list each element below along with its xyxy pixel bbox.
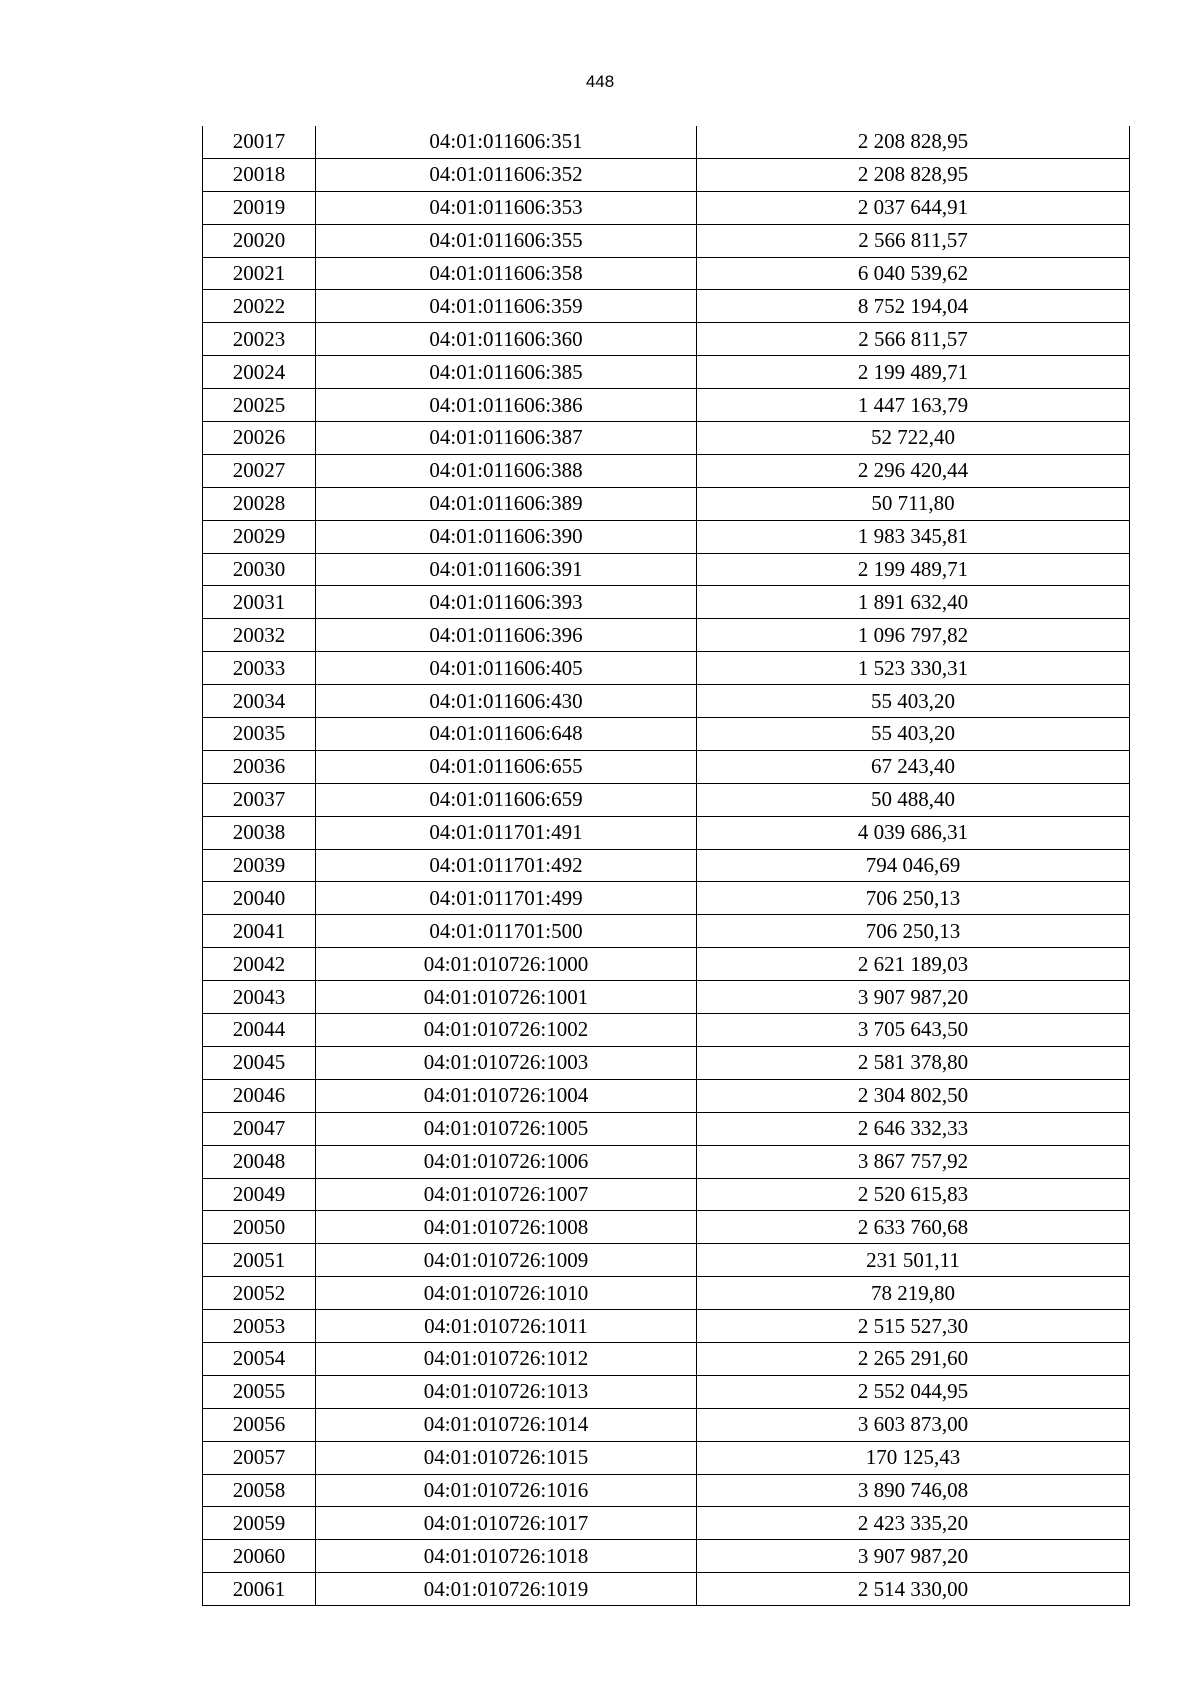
row-number-cell: 20047 (203, 1112, 316, 1145)
cadastral-value-cell: 2 633 760,68 (697, 1211, 1130, 1244)
cadastral-number-cell: 04:01:010726:1015 (316, 1441, 697, 1474)
row-number-cell: 20029 (203, 520, 316, 553)
cadastral-value-cell: 52 722,40 (697, 422, 1130, 455)
cadastral-value-cell: 2 514 330,00 (697, 1573, 1130, 1606)
row-number-cell: 20019 (203, 191, 316, 224)
row-number-cell: 20032 (203, 619, 316, 652)
table-row (203, 224, 1130, 257)
cadastral-value-cell: 2 646 332,33 (697, 1112, 1130, 1145)
cadastral-value-cell: 50 488,40 (697, 783, 1130, 816)
table-row (203, 849, 1130, 882)
cadastral-value-cell: 1 983 345,81 (697, 520, 1130, 553)
cadastral-number-cell: 04:01:010726:1008 (316, 1211, 697, 1244)
table-row (203, 1277, 1130, 1310)
cadastral-number-cell: 04:01:010726:1005 (316, 1112, 697, 1145)
table-row (203, 1342, 1130, 1375)
cadastral-number-cell: 04:01:011606:405 (316, 652, 697, 685)
table-row (203, 652, 1130, 685)
row-number-cell: 20060 (203, 1540, 316, 1573)
cadastral-number-cell: 04:01:010726:1004 (316, 1079, 697, 1112)
row-number-cell: 20034 (203, 685, 316, 718)
row-number-cell: 20018 (203, 158, 316, 191)
cadastral-number-cell: 04:01:011606:389 (316, 487, 697, 520)
row-number-cell: 20041 (203, 915, 316, 948)
row-number-cell: 20037 (203, 783, 316, 816)
cadastral-value-cell: 2 566 811,57 (697, 224, 1130, 257)
row-number-cell: 20030 (203, 553, 316, 586)
table-row (203, 454, 1130, 487)
cadastral-number-cell: 04:01:011606:359 (316, 290, 697, 323)
row-number-cell: 20024 (203, 356, 316, 389)
row-number-cell: 20057 (203, 1441, 316, 1474)
table-row (203, 750, 1130, 783)
cadastral-value-cell: 2 552 044,95 (697, 1375, 1130, 1408)
cadastral-value-cell: 2 304 802,50 (697, 1079, 1130, 1112)
table-row (203, 1507, 1130, 1540)
cadastral-value-cell: 3 907 987,20 (697, 1540, 1130, 1573)
cadastral-value-cell: 1 891 632,40 (697, 586, 1130, 619)
cadastral-value-cell: 706 250,13 (697, 915, 1130, 948)
table-row (203, 323, 1130, 356)
row-number-cell: 20033 (203, 652, 316, 685)
cadastral-value-cell: 50 711,80 (697, 487, 1130, 520)
table-row (203, 1079, 1130, 1112)
cadastral-number-cell: 04:01:011606:655 (316, 750, 697, 783)
table-row (203, 718, 1130, 751)
cadastral-value-cell: 6 040 539,62 (697, 257, 1130, 290)
cadastral-value-cell: 3 907 987,20 (697, 981, 1130, 1014)
table-row (203, 487, 1130, 520)
row-number-cell: 20038 (203, 816, 316, 849)
cadastral-number-cell: 04:01:011606:388 (316, 454, 697, 487)
cadastral-number-cell: 04:01:010726:1000 (316, 948, 697, 981)
cadastral-value-cell: 1 096 797,82 (697, 619, 1130, 652)
cadastral-value-cell: 2 621 189,03 (697, 948, 1130, 981)
cadastral-value-cell: 78 219,80 (697, 1277, 1130, 1310)
page-number: 448 (585, 72, 615, 91)
table-row (203, 126, 1130, 158)
cadastral-value-cell: 2 199 489,71 (697, 553, 1130, 586)
row-number-cell: 20061 (203, 1573, 316, 1606)
cadastral-value-cell: 8 752 194,04 (697, 290, 1130, 323)
row-number-cell: 20046 (203, 1079, 316, 1112)
cadastral-value-cell: 1 523 330,31 (697, 652, 1130, 685)
table-row (203, 257, 1130, 290)
table-row (203, 1310, 1130, 1343)
table-row (203, 1178, 1130, 1211)
table-row (203, 586, 1130, 619)
cadastral-number-cell: 04:01:011606:351 (316, 126, 697, 158)
cadastral-number-cell: 04:01:010726:1019 (316, 1573, 697, 1606)
cadastral-value-cell: 1 447 163,79 (697, 389, 1130, 422)
cadastral-value-cell: 4 039 686,31 (697, 816, 1130, 849)
row-number-cell: 20058 (203, 1474, 316, 1507)
cadastral-value-cell: 170 125,43 (697, 1441, 1130, 1474)
table-row (203, 948, 1130, 981)
row-number-cell: 20040 (203, 882, 316, 915)
row-number-cell: 20053 (203, 1310, 316, 1343)
cadastral-number-cell: 04:01:010726:1002 (316, 1014, 697, 1047)
row-number-cell: 20017 (203, 126, 316, 158)
row-number-cell: 20048 (203, 1145, 316, 1178)
row-number-cell: 20039 (203, 849, 316, 882)
cadastral-number-cell: 04:01:010726:1003 (316, 1046, 697, 1079)
table-row (203, 356, 1130, 389)
cadastral-value-cell: 2 423 335,20 (697, 1507, 1130, 1540)
cadastral-number-cell: 04:01:011606:385 (316, 356, 697, 389)
cadastral-number-cell: 04:01:011606:430 (316, 685, 697, 718)
table-row (203, 685, 1130, 718)
cadastral-value-cell: 2 208 828,95 (697, 126, 1130, 158)
row-number-cell: 20052 (203, 1277, 316, 1310)
row-number-cell: 20035 (203, 718, 316, 751)
cadastral-value-cell: 2 199 489,71 (697, 356, 1130, 389)
table-row (203, 389, 1130, 422)
cadastral-value-cell: 3 867 757,92 (697, 1145, 1130, 1178)
cadastral-number-cell: 04:01:011701:499 (316, 882, 697, 915)
cadastral-number-cell: 04:01:011606:391 (316, 553, 697, 586)
table-row (203, 1540, 1130, 1573)
cadastral-number-cell: 04:01:010726:1007 (316, 1178, 697, 1211)
table-row (203, 1145, 1130, 1178)
cadastral-number-cell: 04:01:011606:352 (316, 158, 697, 191)
cadastral-value-cell: 2 265 291,60 (697, 1342, 1130, 1375)
row-number-cell: 20055 (203, 1375, 316, 1408)
cadastral-value-cell: 2 566 811,57 (697, 323, 1130, 356)
cadastral-value-table (202, 126, 1130, 1606)
table-body (203, 126, 1130, 1606)
table-row (203, 1441, 1130, 1474)
row-number-cell: 20027 (203, 454, 316, 487)
cadastral-value-cell: 3 603 873,00 (697, 1408, 1130, 1441)
cadastral-number-cell: 04:01:011606:353 (316, 191, 697, 224)
cadastral-number-cell: 04:01:011606:648 (316, 718, 697, 751)
cadastral-number-cell: 04:01:011606:358 (316, 257, 697, 290)
row-number-cell: 20044 (203, 1014, 316, 1047)
table-row (203, 422, 1130, 455)
table-row (203, 290, 1130, 323)
table-row (203, 619, 1130, 652)
row-number-cell: 20056 (203, 1408, 316, 1441)
table-row (203, 882, 1130, 915)
table-row (203, 915, 1130, 948)
cadastral-number-cell: 04:01:011606:387 (316, 422, 697, 455)
cadastral-number-cell: 04:01:011606:393 (316, 586, 697, 619)
cadastral-value-cell: 55 403,20 (697, 718, 1130, 751)
cadastral-number-cell: 04:01:010726:1014 (316, 1408, 697, 1441)
cadastral-value-cell: 2 296 420,44 (697, 454, 1130, 487)
row-number-cell: 20059 (203, 1507, 316, 1540)
cadastral-value-cell: 2 208 828,95 (697, 158, 1130, 191)
cadastral-value-cell: 2 515 527,30 (697, 1310, 1130, 1343)
row-number-cell: 20045 (203, 1046, 316, 1079)
cadastral-number-cell: 04:01:010726:1010 (316, 1277, 697, 1310)
cadastral-value-cell: 55 403,20 (697, 685, 1130, 718)
row-number-cell: 20036 (203, 750, 316, 783)
cadastral-number-cell: 04:01:010726:1017 (316, 1507, 697, 1540)
row-number-cell: 20049 (203, 1178, 316, 1211)
cadastral-number-cell: 04:01:010726:1016 (316, 1474, 697, 1507)
row-number-cell: 20023 (203, 323, 316, 356)
table-row (203, 1408, 1130, 1441)
cadastral-number-cell: 04:01:011606:659 (316, 783, 697, 816)
cadastral-number-cell: 04:01:011606:396 (316, 619, 697, 652)
cadastral-number-cell: 04:01:010726:1012 (316, 1342, 697, 1375)
cadastral-value-cell: 2 581 378,80 (697, 1046, 1130, 1079)
cadastral-number-cell: 04:01:010726:1011 (316, 1310, 697, 1343)
cadastral-value-cell: 2 520 615,83 (697, 1178, 1130, 1211)
cadastral-number-cell: 04:01:011701:500 (316, 915, 697, 948)
cadastral-number-cell: 04:01:011606:360 (316, 323, 697, 356)
cadastral-value-cell: 706 250,13 (697, 882, 1130, 915)
table-row (203, 1573, 1130, 1606)
cadastral-value-cell: 794 046,69 (697, 849, 1130, 882)
row-number-cell: 20042 (203, 948, 316, 981)
row-number-cell: 20026 (203, 422, 316, 455)
table-row (203, 1474, 1130, 1507)
cadastral-number-cell: 04:01:010726:1009 (316, 1244, 697, 1277)
cadastral-value-cell: 67 243,40 (697, 750, 1130, 783)
row-number-cell: 20051 (203, 1244, 316, 1277)
row-number-cell: 20031 (203, 586, 316, 619)
cadastral-number-cell: 04:01:010726:1001 (316, 981, 697, 1014)
cadastral-value-cell: 3 705 643,50 (697, 1014, 1130, 1047)
row-number-cell: 20020 (203, 224, 316, 257)
cadastral-number-cell: 04:01:010726:1006 (316, 1145, 697, 1178)
table-row (203, 158, 1130, 191)
table-row (203, 191, 1130, 224)
table-row (203, 1112, 1130, 1145)
table-row (203, 520, 1130, 553)
table-row (203, 981, 1130, 1014)
table-row (203, 783, 1130, 816)
table-row (203, 816, 1130, 849)
row-number-cell: 20054 (203, 1342, 316, 1375)
cadastral-value-cell: 2 037 644,91 (697, 191, 1130, 224)
table-row (203, 1014, 1130, 1047)
row-number-cell: 20043 (203, 981, 316, 1014)
row-number-cell: 20028 (203, 487, 316, 520)
cadastral-number-cell: 04:01:010726:1013 (316, 1375, 697, 1408)
table-row (203, 1375, 1130, 1408)
table-row (203, 1211, 1130, 1244)
row-number-cell: 20050 (203, 1211, 316, 1244)
cadastral-value-cell: 231 501,11 (697, 1244, 1130, 1277)
cadastral-number-cell: 04:01:011701:491 (316, 816, 697, 849)
table-row (203, 1244, 1130, 1277)
cadastral-number-cell: 04:01:011606:386 (316, 389, 697, 422)
row-number-cell: 20022 (203, 290, 316, 323)
row-number-cell: 20021 (203, 257, 316, 290)
table-row (203, 1046, 1130, 1079)
row-number-cell: 20025 (203, 389, 316, 422)
cadastral-number-cell: 04:01:011701:492 (316, 849, 697, 882)
cadastral-number-cell: 04:01:011606:355 (316, 224, 697, 257)
cadastral-value-cell: 3 890 746,08 (697, 1474, 1130, 1507)
cadastral-number-cell: 04:01:010726:1018 (316, 1540, 697, 1573)
cadastral-number-cell: 04:01:011606:390 (316, 520, 697, 553)
table-row (203, 553, 1130, 586)
